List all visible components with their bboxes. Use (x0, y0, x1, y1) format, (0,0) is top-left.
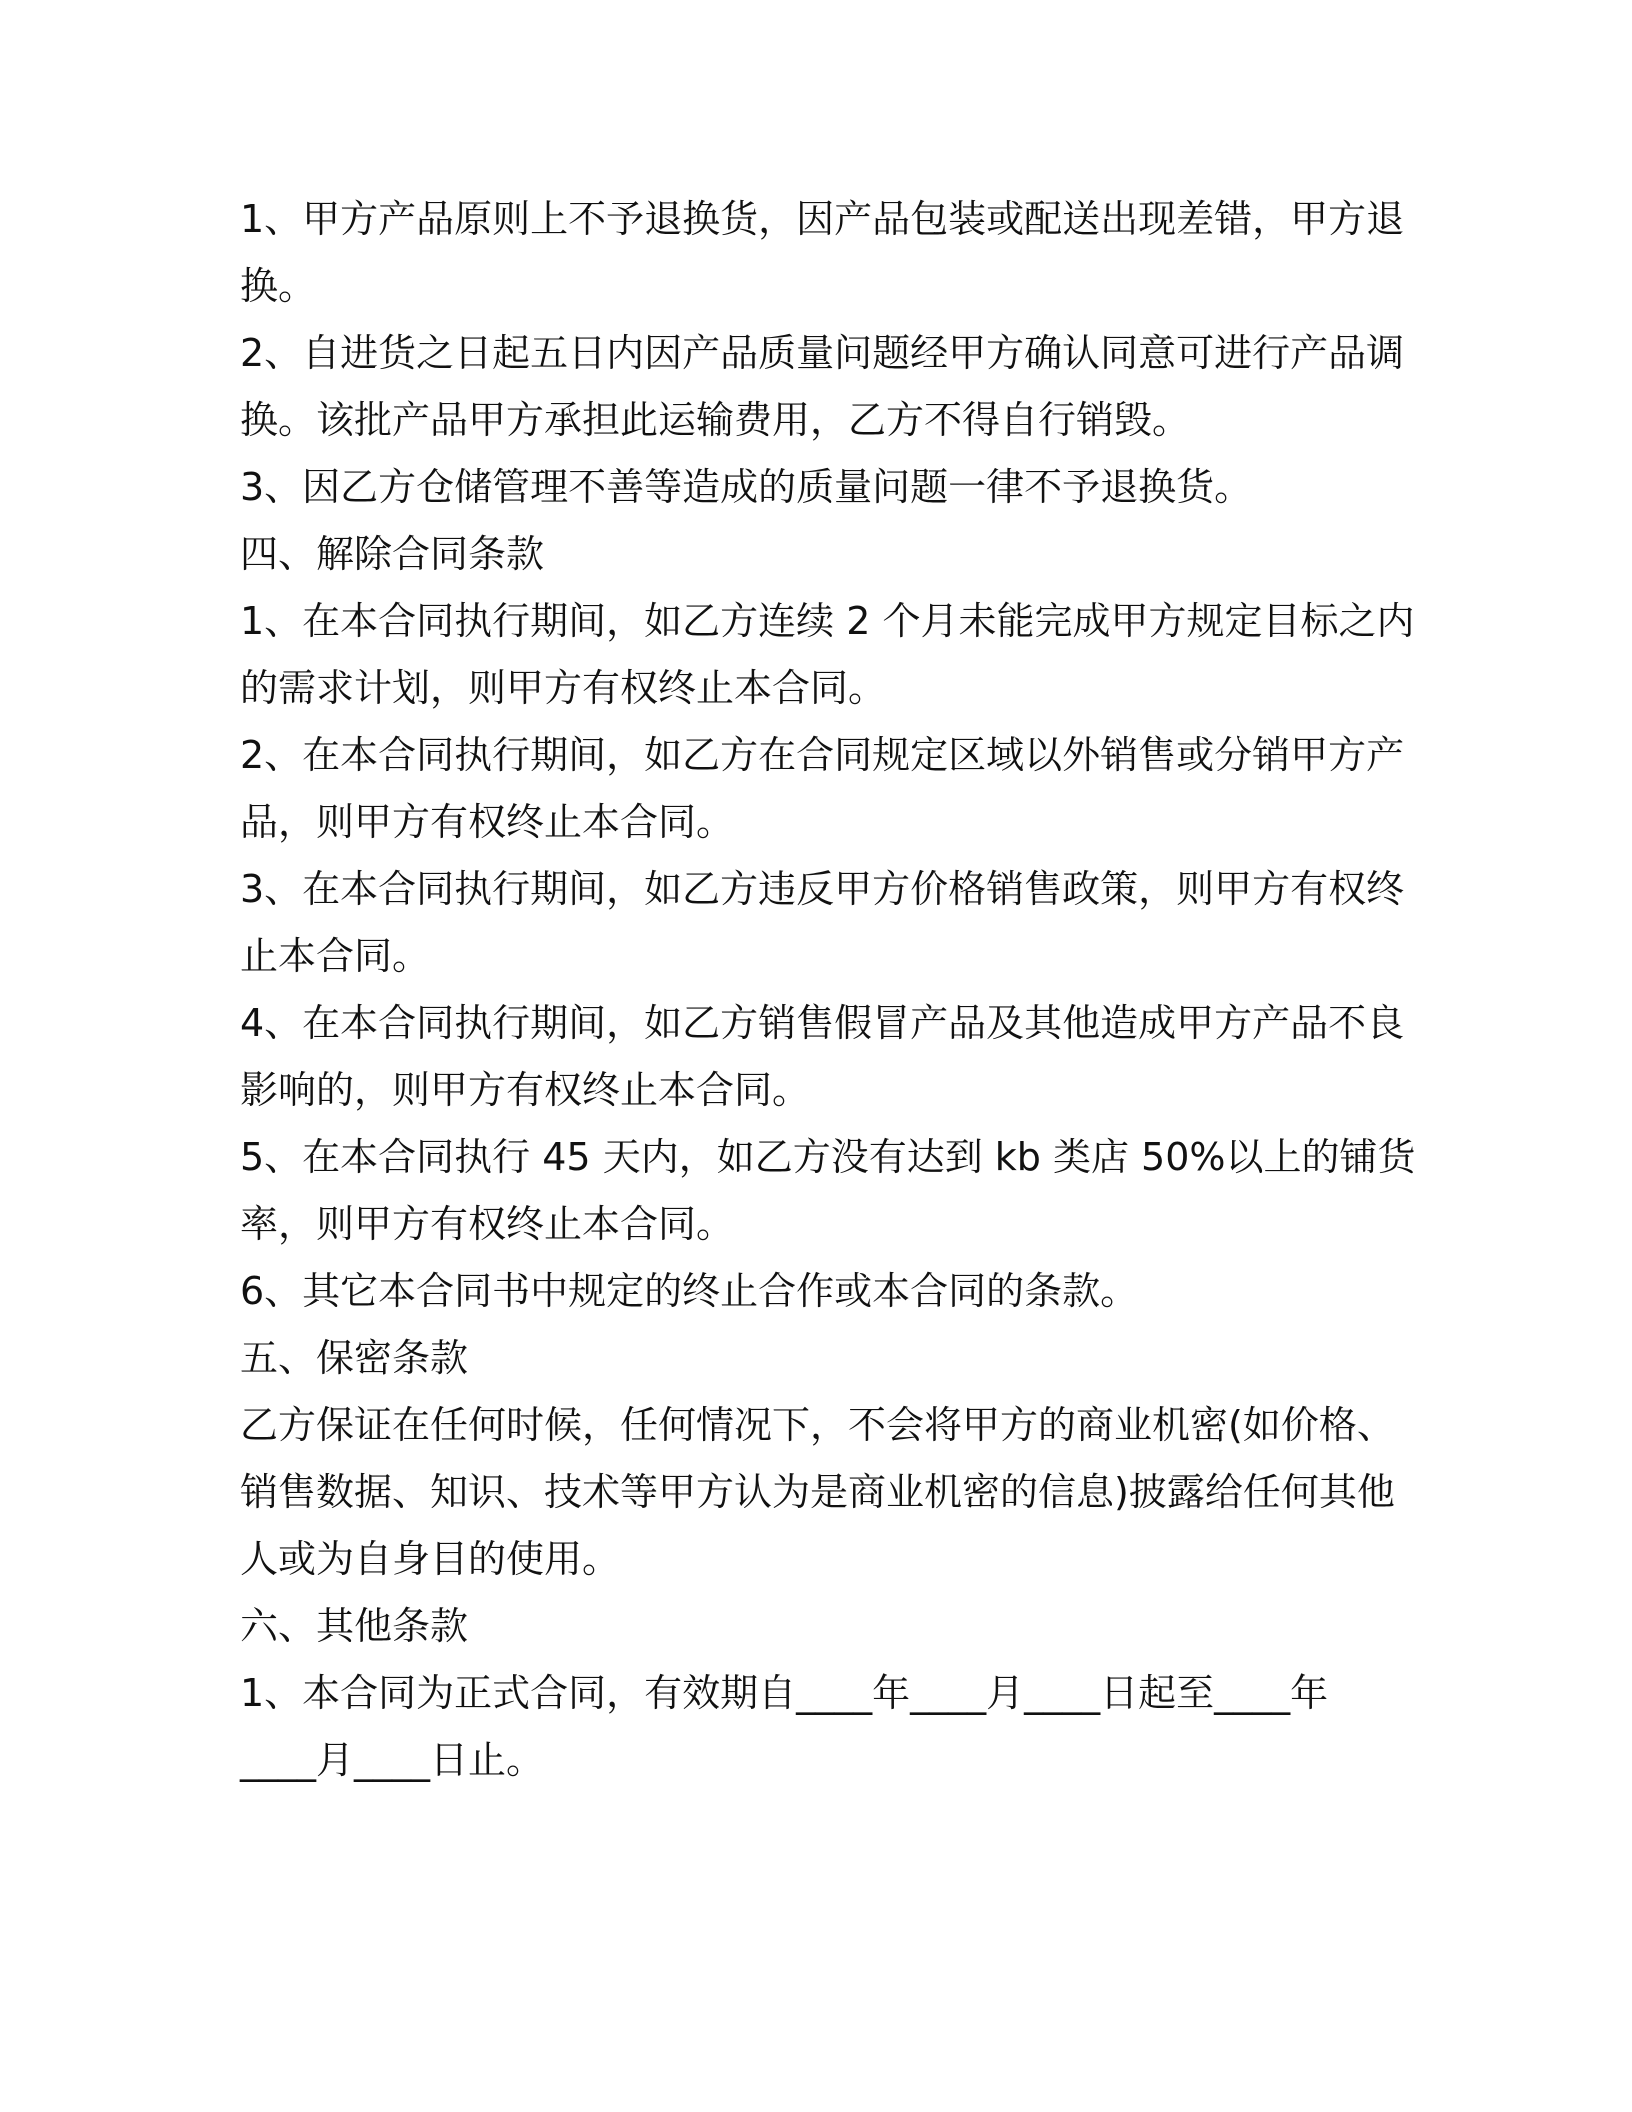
text-line: 2、自进货之日起五日内因产品质量问题经甲方确认同意可进行产品调 (240, 331, 1405, 375)
text-line: 换。 (240, 264, 317, 308)
text-line: 3、在本合同执行期间，如乙方违反甲方价格销售政策，则甲方有权终 (240, 867, 1405, 911)
section-heading-confidentiality (240, 1325, 1390, 1392)
section-heading: 五、保密条款 (240, 1336, 469, 1380)
section-heading-other (240, 1593, 1390, 1660)
clause-termination-5 (240, 1124, 1416, 1258)
text-line: 率，则甲方有权终止本合同。 (240, 1202, 735, 1246)
document-body (240, 186, 1416, 1794)
clause-termination-4 (240, 990, 1405, 1124)
clause-termination-2 (240, 722, 1405, 856)
clause-termination-1 (240, 588, 1415, 722)
section-heading-termination (240, 521, 1390, 588)
text-line: 换。该批产品甲方承担此运输费用，乙方不得自行销毁。 (240, 398, 1191, 442)
clause-return-3 (240, 454, 1390, 521)
text-line: 影响的，则甲方有权终止本合同。 (240, 1068, 811, 1112)
text-line: 4、在本合同执行期间，如乙方销售假冒产品及其他造成甲方产品不良 (240, 1001, 1405, 1045)
section-heading: 六、其他条款 (240, 1604, 469, 1648)
section-heading: 四、解除合同条款 (240, 532, 545, 576)
clause-confidentiality (240, 1392, 1395, 1593)
text-line: 2、在本合同执行期间，如乙方在合同规定区域以外销售或分销甲方产 (240, 733, 1405, 777)
text-line: 品，则甲方有权终止本合同。 (240, 800, 735, 844)
clause-return-2 (240, 320, 1405, 454)
text-line: 的需求计划，则甲方有权终止本合同。 (240, 666, 887, 710)
clause-other-1 (240, 1660, 1390, 1794)
text-line: 1、在本合同执行期间，如乙方连续 2 个月未能完成甲方规定目标之内 (240, 599, 1415, 643)
text-line: ____月____日止。 (240, 1738, 545, 1782)
text-line: 1、本合同为正式合同，有效期自____年____月____日起至____年 (240, 1671, 1329, 1715)
text-line: 销售数据、知识、技术等甲方认为是商业机密的信息)披露给任何其他 (240, 1470, 1395, 1514)
text-line: 人或为自身目的使用。 (240, 1537, 621, 1581)
clause-termination-3 (240, 856, 1405, 990)
text-line: 乙方保证在任何时候，任何情况下，不会将甲方的商业机密(如价格、 (240, 1403, 1395, 1447)
text-line: 3、因乙方仓储管理不善等造成的质量问题一律不予退换货。 (240, 465, 1253, 509)
text-line: 5、在本合同执行 45 天内，如乙方没有达到 kb 类店 50%以上的铺货 (240, 1135, 1416, 1179)
clause-termination-6 (240, 1258, 1390, 1325)
text-line: 止本合同。 (240, 934, 431, 978)
text-line: 6、其它本合同书中规定的终止合作或本合同的条款。 (240, 1269, 1139, 1313)
text-line: 1、甲方产品原则上不予退换货，因产品包装或配送出现差错，甲方退 (240, 197, 1405, 241)
clause-return-1 (240, 186, 1405, 320)
